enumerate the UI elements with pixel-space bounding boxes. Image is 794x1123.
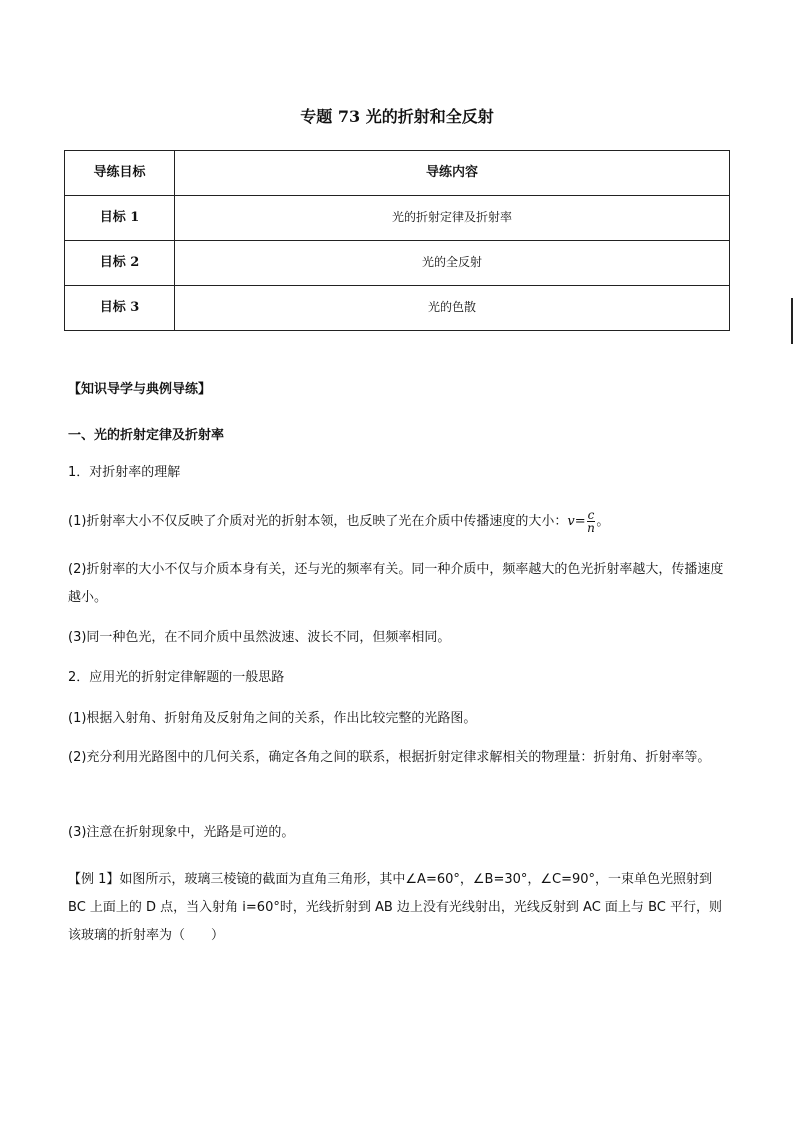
goal-cell: 目标 3	[65, 286, 175, 331]
paragraph-6: (3)注意在折射现象中，光路是可逆的。	[68, 825, 295, 840]
header-content: 导练内容	[175, 151, 730, 196]
table-header-row	[65, 151, 730, 196]
example-1: 【例 1】如图所示，玻璃三棱镜的截面为直角三角形，其中∠A=60°，∠B=30°，∠C=90°，一束单色光照射到 BC 上面上的 D 点，当入射角 i=60°时，光线折射到 AB 边上没有光线射出，光线反射到 AC 面上与 BC 平行，则该玻璃的折射率为（ ）	[68, 872, 722, 943]
item1-title: 1．对折射率的理解	[68, 465, 181, 480]
formula-fraction	[587, 509, 596, 534]
content-cell: 光的折射定律及折射率	[175, 196, 730, 241]
section-heading: 【知识导学与典例导练】	[68, 382, 212, 397]
paragraph-5: (2)充分利用光路图中的几何关系，确定各角之间的联系，根据折射定律求解相关的物理量：折射角、折射率等。	[68, 750, 711, 765]
goals-table	[64, 150, 730, 331]
paragraph-1-text: (1)折射率大小不仅反映了介质对光的折射本领，也反映了光在介质中传播速度的大小：	[68, 514, 568, 529]
formula-lhs: v=	[567, 514, 586, 529]
content-cell: 光的色散	[175, 286, 730, 331]
table-row	[65, 196, 730, 241]
page-title: 专题 73 光的折射和全反射	[300, 107, 494, 126]
paragraph-2: (2)折射率的大小不仅与介质本身有关，还与光的频率有关。同一种介质中，频率越大的色光折射率越大，传播速度越小。	[68, 562, 724, 605]
header-goal: 导练目标	[65, 151, 175, 196]
paragraph-1	[68, 508, 609, 536]
goal-cell: 目标 2	[65, 241, 175, 286]
sub-heading: 一、光的折射定律及折射率	[68, 428, 225, 443]
paragraph-4: (1)根据入射角、折射角及反射角之间的关系，作出比较完整的光路图。	[68, 711, 477, 726]
paragraph-3: (3)同一种色光，在不同介质中虽然波速、波长不同，但频率相同。	[68, 630, 451, 645]
formula-denominator: n	[587, 521, 595, 535]
item2-title: 2．应用光的折射定律解题的一般思路	[68, 670, 285, 685]
table-row	[65, 241, 730, 286]
formula-numerator: c	[587, 508, 595, 522]
table-row	[65, 286, 730, 331]
content-cell: 光的全反射	[175, 241, 730, 286]
margin-mark	[791, 298, 793, 344]
goal-cell: 目标 1	[65, 196, 175, 241]
formula-end: 。	[596, 514, 610, 529]
